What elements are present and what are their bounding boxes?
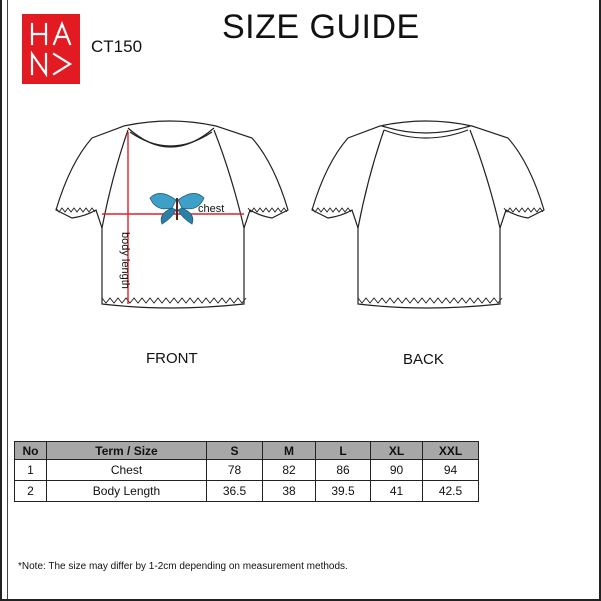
cell-xxl: 42.5 [423,481,479,502]
header-term-size: Term / Size [47,442,207,460]
cell-xxl: 94 [423,460,479,481]
front-view-label: FRONT [146,350,198,367]
left-inner-line [7,0,8,601]
cell-m: 82 [263,460,316,481]
cell-s: 36.5 [207,481,263,502]
size-table-header-row [15,442,479,460]
cell-xl: 90 [371,460,423,481]
header-m: M [263,442,316,460]
cell-s: 78 [207,460,263,481]
measurement-note: *Note: The size may differ by 1-2cm depending on measurement methods. [18,561,348,572]
table-row [15,481,479,502]
brand-logo-mark [22,14,80,84]
cell-term: Body Length [47,481,207,502]
cell-xl: 41 [371,481,423,502]
page-title: SIZE GUIDE [222,8,420,46]
table-row [15,460,479,481]
back-view-label: BACK [403,351,444,368]
body-length-measure-label: body length [119,232,131,289]
cell-no: 1 [15,460,47,481]
cell-l: 86 [316,460,371,481]
header-l: L [316,442,371,460]
cell-term: Chest [47,460,207,481]
brand-logo [22,14,80,84]
cell-l: 39.5 [316,481,371,502]
header-xl: XL [371,442,423,460]
product-code: CT150 [91,37,143,56]
size-table [14,441,479,502]
left-border [0,0,2,601]
cell-m: 38 [263,481,316,502]
header-no: No [15,442,47,460]
chest-measure-label: chest [198,203,225,215]
front-shirt-drawing [52,118,292,314]
header-xxl: XXL [423,442,479,460]
cell-no: 2 [15,481,47,502]
back-shirt-drawing [308,118,548,314]
header-s: S [207,442,263,460]
